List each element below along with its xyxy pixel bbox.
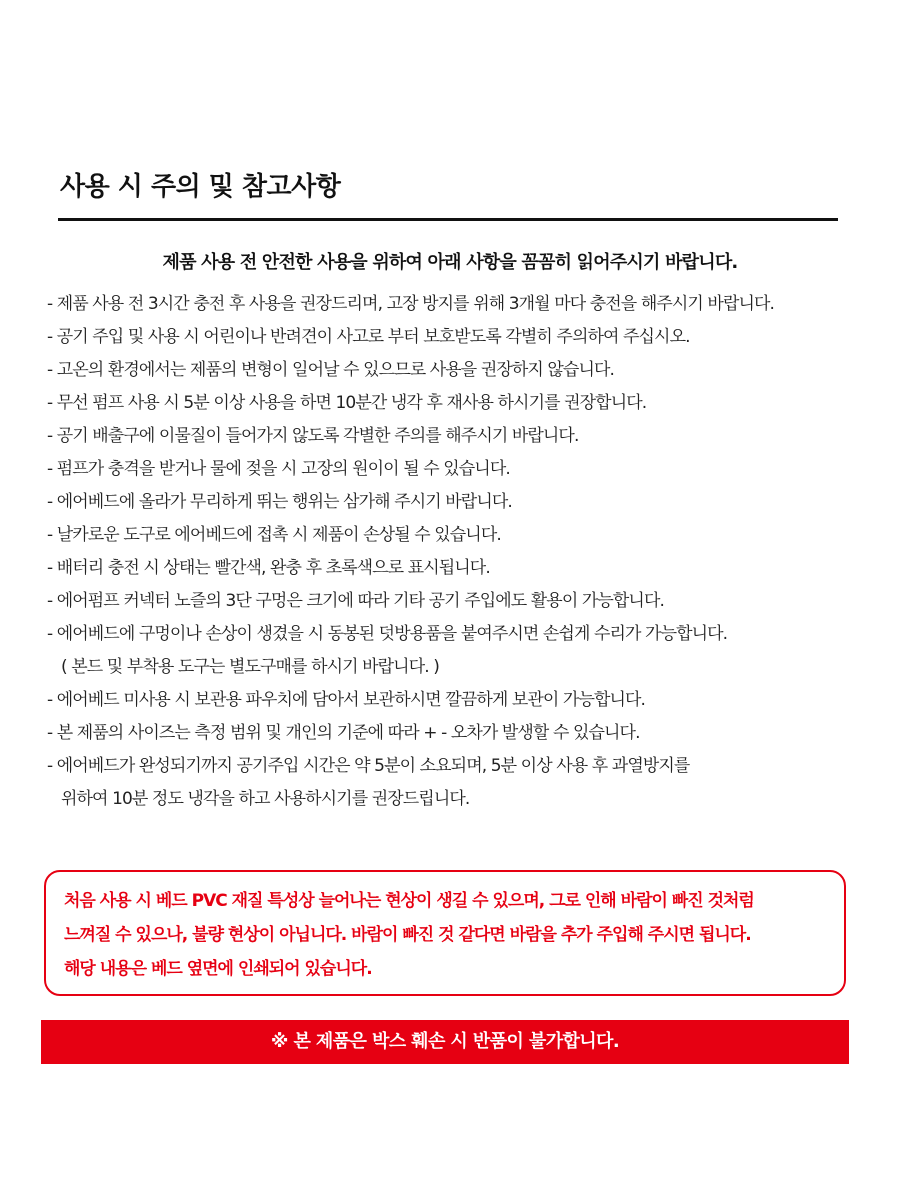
title-divider [58, 218, 838, 221]
list-item: - 공기 배출구에 이물질이 들어가지 않도록 각별한 주의를 해주시기 바랍니다. [47, 426, 579, 446]
list-item: - 공기 주입 및 사용 시 어린이나 반려견이 사고로 부터 보호받도록 각별히 주의하여 주십시오. [47, 327, 690, 347]
list-item: - 고온의 환경에서는 제품의 변형이 일어날 수 있으므로 사용을 권장하지 않습니다. [47, 360, 615, 380]
warning-line: 느껴질 수 있으나, 불량 현상이 아닙니다. 바람이 빠진 것 같다면 바람을 추가 주입해 주시면 됩니다. [64, 925, 751, 945]
list-item: - 에어펌프 커넥터 노즐의 3단 구멍은 크기에 따라 기타 공기 주입에도 활용이 가능합니다. [47, 591, 664, 611]
list-item: - 에어베드가 완성되기까지 공기주입 시간은 약 5분이 소요되며, 5분 이상 사용 후 과열방지를 [47, 756, 690, 776]
list-item: - 무선 펌프 사용 시 5분 이상 사용을 하면 10분간 냉각 후 재사용 하시기를 권장합니다. [47, 393, 647, 413]
list-item: - 에어베드에 구멍이나 손상이 생겼을 시 동봉된 덧방용품을 붙여주시면 손쉽게 수리가 가능합니다. [47, 624, 728, 644]
list-item: - 본 제품의 사이즈는 측정 범위 및 개인의 기준에 따라 + - 오차가 발생할 수 있습니다. [47, 723, 640, 743]
warning-line: 처음 사용 시 베드 PVC 재질 특성상 늘어나는 현상이 생길 수 있으며, 그로 인해 바람이 빠진 것처럼 [64, 891, 754, 911]
pvc-warning-box [44, 870, 846, 996]
list-item: - 날카로운 도구로 에어베드에 접촉 시 제품이 손상될 수 있습니다. [47, 525, 501, 545]
page-title: 사용 시 주의 및 참고사항 [60, 172, 341, 202]
list-item: - 제품 사용 전 3시간 충전 후 사용을 권장드리며, 고장 방지를 위해 3개월 마다 충전을 해주시기 바랍니다. [47, 294, 775, 314]
return-policy-banner: ※ 본 제품은 박스 훼손 시 반품이 불가합니다. [41, 1020, 849, 1064]
list-item-continuation: ( 본드 및 부착용 도구는 별도구매를 하시기 바랍니다. ) [61, 657, 439, 677]
list-item: - 배터리 충전 시 상태는 빨간색, 완충 후 초록색으로 표시됩니다. [47, 558, 490, 578]
list-item: - 펌프가 충격을 받거나 물에 젖을 시 고장의 원이이 될 수 있습니다. [47, 459, 510, 479]
list-item: - 에어베드 미사용 시 보관용 파우치에 담아서 보관하시면 깔끔하게 보관이 가능합니다. [47, 690, 646, 710]
list-item-continuation: 위하여 10분 정도 냉각을 하고 사용하시기를 권장드립니다. [61, 789, 470, 809]
caution-list [47, 288, 857, 816]
intro-text: 제품 사용 전 안전한 사용을 위하여 아래 사항을 꼼꼼히 읽어주시기 바랍니다. [162, 252, 738, 273]
warning-line: 해당 내용은 베드 옆면에 인쇄되어 있습니다. [64, 959, 372, 979]
list-item: - 에어베드에 올라가 무리하게 뛰는 행위는 삼가해 주시기 바랍니다. [47, 492, 512, 512]
